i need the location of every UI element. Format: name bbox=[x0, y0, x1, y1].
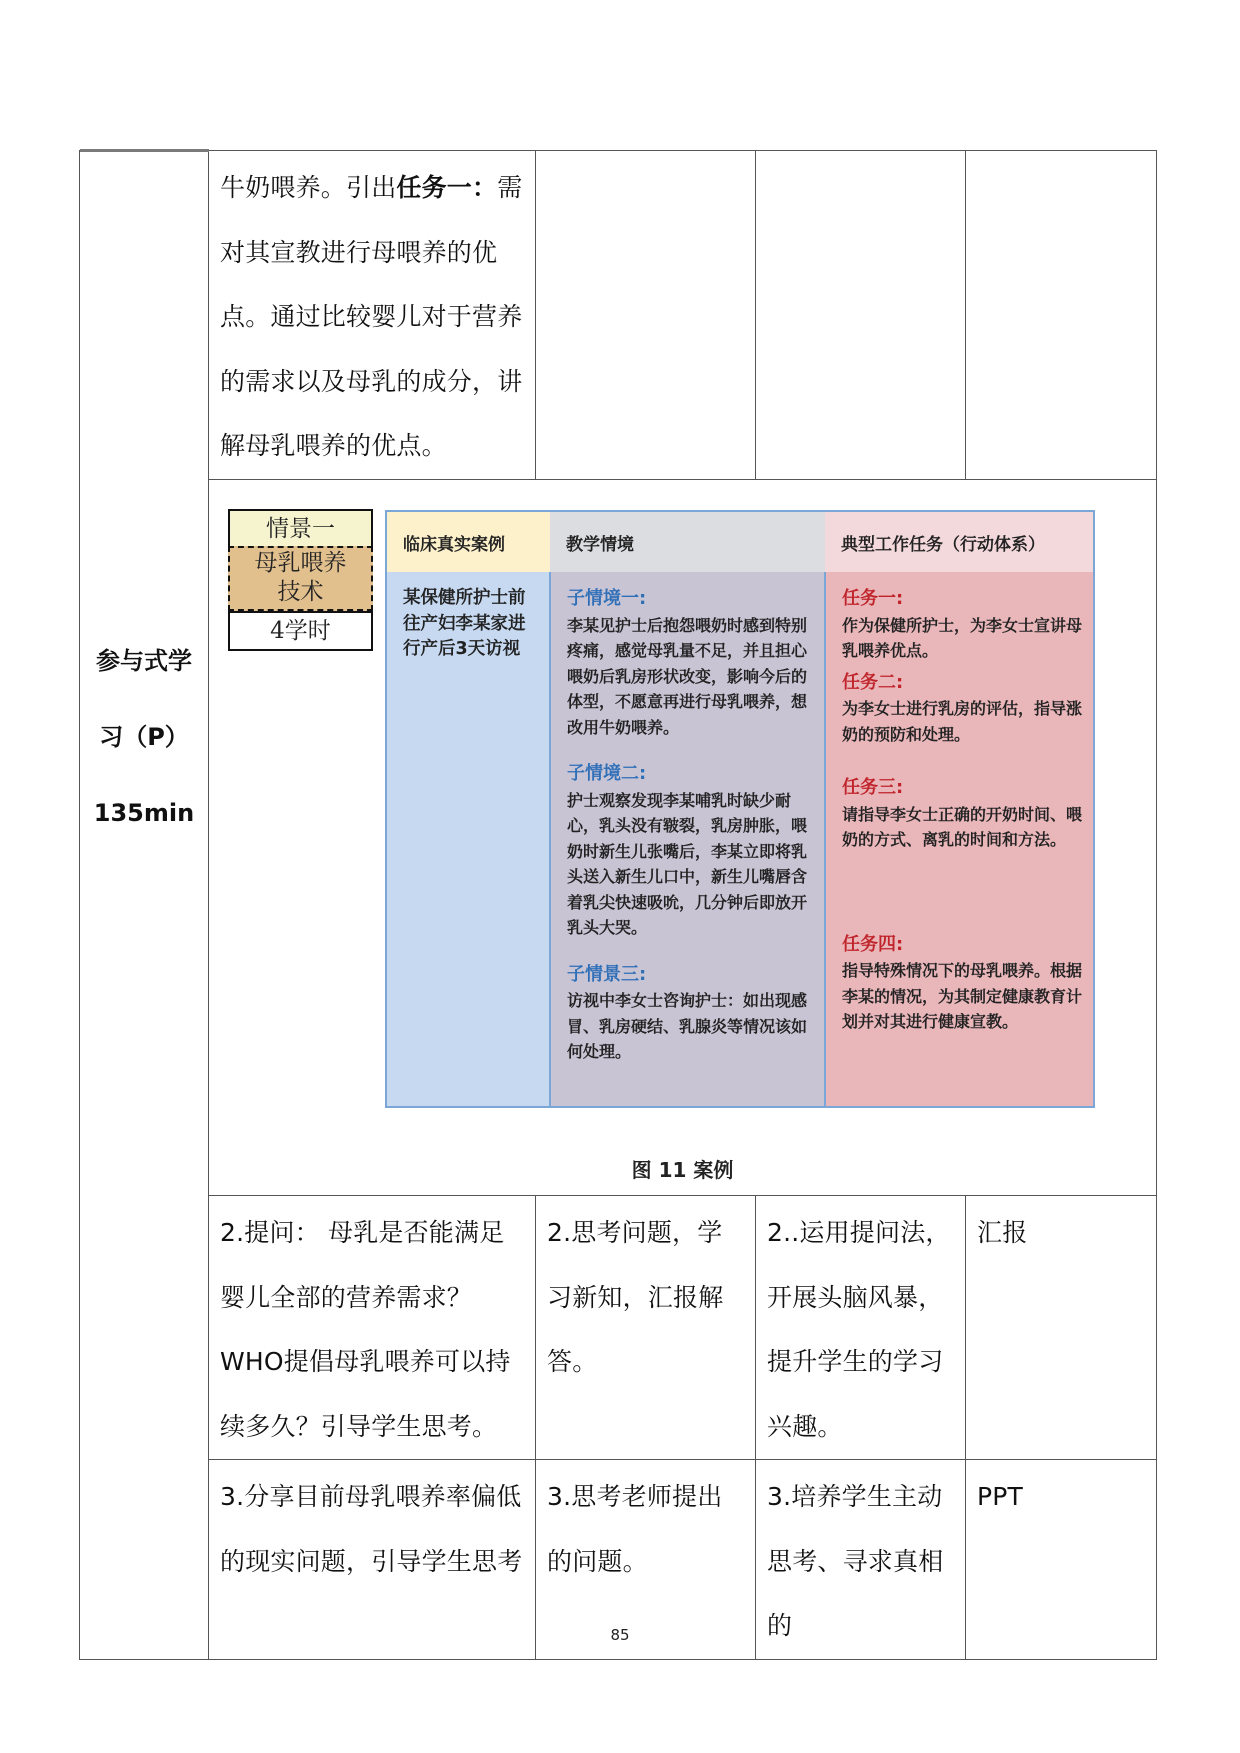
situation-column bbox=[550, 572, 825, 1107]
header-typical-task: 典型工作任务（行动体系） bbox=[825, 511, 1094, 572]
task-title: 任务三: bbox=[842, 777, 904, 798]
situation-title: 子情境二: bbox=[567, 763, 647, 784]
phase-label-line1: 参与式学 bbox=[96, 647, 192, 675]
teacher-text-lead: 牛奶喂养。引出 bbox=[220, 173, 397, 202]
teacher-text-rest: 需对其宣教进行母喂养的优点。通过比较婴儿对于营养的需求以及母乳的成分，讲解母乳喂养的优点。 bbox=[220, 173, 523, 460]
design-intent-cell bbox=[756, 1196, 966, 1460]
teacher-activity-text bbox=[209, 151, 535, 479]
situation-title: 子情境一: bbox=[567, 588, 647, 609]
resource-text: 汇报 bbox=[977, 1218, 1028, 1247]
student-activity-cell bbox=[536, 1196, 756, 1460]
teacher-activity-cell bbox=[209, 1196, 536, 1460]
top-rule bbox=[80, 149, 209, 152]
scene-topic-box bbox=[228, 546, 373, 611]
scene-title-box bbox=[228, 509, 373, 549]
resource-cell bbox=[966, 1196, 1157, 1460]
task-text: 请指导李女士正确的开奶时间、喂奶的方式、离乳的时间和方法。 bbox=[842, 804, 1083, 849]
situation-block bbox=[567, 761, 814, 941]
header-teaching-situation: 教学情境 bbox=[550, 511, 825, 572]
task-title: 任务四: bbox=[842, 933, 904, 955]
task-text: 为李女士进行乳房的评估，指导涨奶的预防和处理。 bbox=[842, 699, 1083, 744]
task-title: 任务一: bbox=[842, 588, 904, 609]
task-one-label: 任务一： bbox=[396, 173, 498, 202]
task-block bbox=[842, 775, 1083, 853]
design-intent-text: 3.培养学生主动思考、寻求真相的 bbox=[767, 1482, 944, 1640]
phase-label-line2: 习（P） bbox=[99, 723, 189, 751]
figure-cell bbox=[209, 480, 1157, 1196]
scene-hours-box bbox=[228, 611, 373, 651]
teacher-activity-text: 2.提问： 母乳是否能满足婴儿全部的营养需求？WHO提倡母乳喂养可以持续多久？引导学生思考。 bbox=[220, 1218, 511, 1441]
scene-topic: 母乳喂养技术 bbox=[254, 550, 347, 605]
teacher-activity-text: 3.分享目前母乳喂养率偏低的现实问题，引导学生思考 bbox=[220, 1482, 523, 1576]
task-text: 作为保健所护士，为李女士宣讲母乳喂养优点。 bbox=[842, 615, 1083, 660]
task-text: 指导特殊情况下的母乳喂养。根据李某的情况，为其制定健康教育计划并对其进行健康宣教。 bbox=[842, 961, 1083, 1031]
clinical-case-column bbox=[386, 572, 550, 1107]
resource-text: PPT bbox=[977, 1482, 1024, 1511]
design-intent-cell bbox=[756, 151, 966, 480]
situation-title: 子情景三: bbox=[567, 963, 647, 985]
teacher-activity-cell bbox=[209, 151, 536, 480]
task-title: 任务二: bbox=[842, 671, 904, 693]
task-block bbox=[842, 670, 1083, 748]
situation-text: 护士观察发现李某哺乳时缺少耐心，乳头没有皲裂，乳房肿胀，喂奶时新生儿张嘴后，李某立即将乳头送入新生儿口中，新生儿嘴唇含着乳尖快速吸吮，几分钟后即放开乳头大哭。 bbox=[567, 790, 808, 937]
student-activity-text: 2.思考问题，学习新知，汇报解答。 bbox=[547, 1218, 724, 1376]
situation-text: 李某见护士后抱怨喂奶时感到特别疼痛，感觉母乳量不足，并且担心喂奶后乳房形状改变，影响今后的体型，不愿意再进行母乳喂养，想改用牛奶喂养。 bbox=[567, 615, 808, 737]
lesson-table bbox=[79, 150, 1157, 1660]
phase-label bbox=[80, 623, 208, 851]
situation-text: 访视中李女士咨询护士：如出现感冒、乳房硬结、乳腺炎等情况该如何处理。 bbox=[567, 991, 808, 1061]
task-block bbox=[842, 932, 1083, 1035]
clinical-case-text: 某保健所护士前往产妇李某家进行产后3天访视 bbox=[403, 588, 526, 659]
student-activity-text: 3.思考老师提出的问题。 bbox=[547, 1482, 723, 1576]
phase-duration: 135min bbox=[93, 799, 195, 827]
situation-block bbox=[567, 962, 814, 1065]
student-activity-cell bbox=[536, 151, 756, 480]
scene-hours: 4学时 bbox=[270, 618, 331, 644]
figure-caption: 图 11 案例 bbox=[631, 1158, 734, 1182]
header-clinical-case: 临床真实案例 bbox=[386, 511, 550, 572]
case-table bbox=[385, 510, 1095, 1108]
scene-title: 情景一 bbox=[266, 516, 335, 542]
phase-cell bbox=[80, 151, 209, 1660]
task-column bbox=[825, 572, 1094, 1107]
page-number: 85 bbox=[610, 1626, 630, 1644]
resource-cell bbox=[966, 151, 1157, 480]
design-intent-text: 2..运用提问法，开展头脑风暴，提升学生的学习兴趣。 bbox=[767, 1218, 951, 1441]
task-block bbox=[842, 586, 1083, 664]
situation-block bbox=[567, 586, 814, 740]
